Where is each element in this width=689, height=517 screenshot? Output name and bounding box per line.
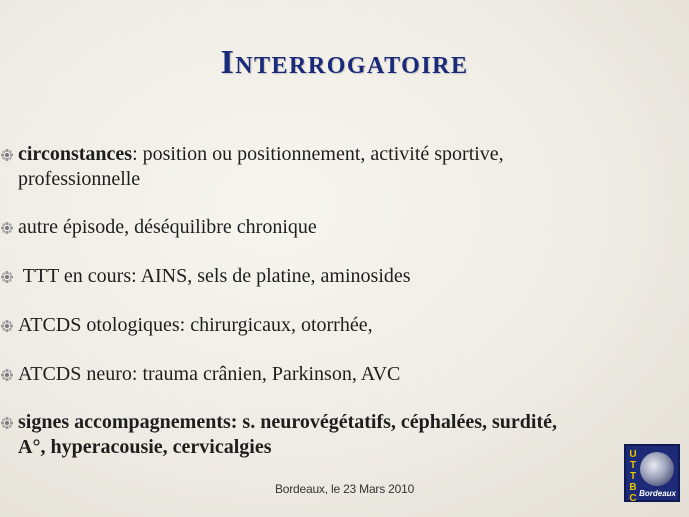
bullet-flower-icon	[0, 270, 14, 284]
bullet-item	[0, 264, 580, 289]
bullet-item	[0, 142, 580, 192]
bullet-flower-icon	[0, 416, 14, 430]
bullet-rest: autre épisode, déséquilibre chronique	[18, 216, 317, 238]
bullet-item	[0, 410, 580, 460]
bullet-flower-icon	[0, 319, 14, 333]
bullet-rest: TTT en cours: AINS, sels de platine, aminosides	[18, 265, 411, 287]
bullet-lead: circonstances	[18, 143, 133, 165]
uttbc-bordeaux-logo	[624, 444, 680, 502]
bullet-text	[0, 215, 580, 240]
bullet-rest: ATCDS otologiques: chirurgicaux, otorrhée,	[18, 314, 373, 336]
bullet-item	[0, 313, 580, 338]
bullet-text	[0, 264, 580, 289]
logo-city: Bordeaux	[639, 489, 676, 498]
logo-letters: UTTBC	[629, 449, 637, 504]
bullet-text	[0, 313, 580, 338]
bullet-flower-icon	[0, 148, 14, 162]
bullet-item	[0, 215, 580, 240]
skull-image	[640, 452, 674, 486]
bullet-rest: ATCDS neuro: trauma crânien, Parkinson, AVC	[18, 363, 401, 385]
bullet-text	[0, 142, 580, 192]
slide-footer: Bordeaux, le 23 Mars 2010	[274, 482, 415, 496]
bullet-flower-icon	[0, 221, 14, 235]
slide-title: Interrogatoire	[220, 44, 469, 81]
bullet-lead: signes accompagnements: s. neurovégétatifs, céphalées, surdité, A°, hyperacousie, cervicalgies	[18, 411, 558, 458]
bullet-flower-icon	[0, 368, 14, 382]
bullet-item	[0, 362, 580, 387]
bullet-text	[0, 410, 580, 460]
bullet-rest: : position ou positionnement, activité sportive, professionnelle	[18, 143, 504, 190]
bullet-text	[0, 362, 580, 387]
